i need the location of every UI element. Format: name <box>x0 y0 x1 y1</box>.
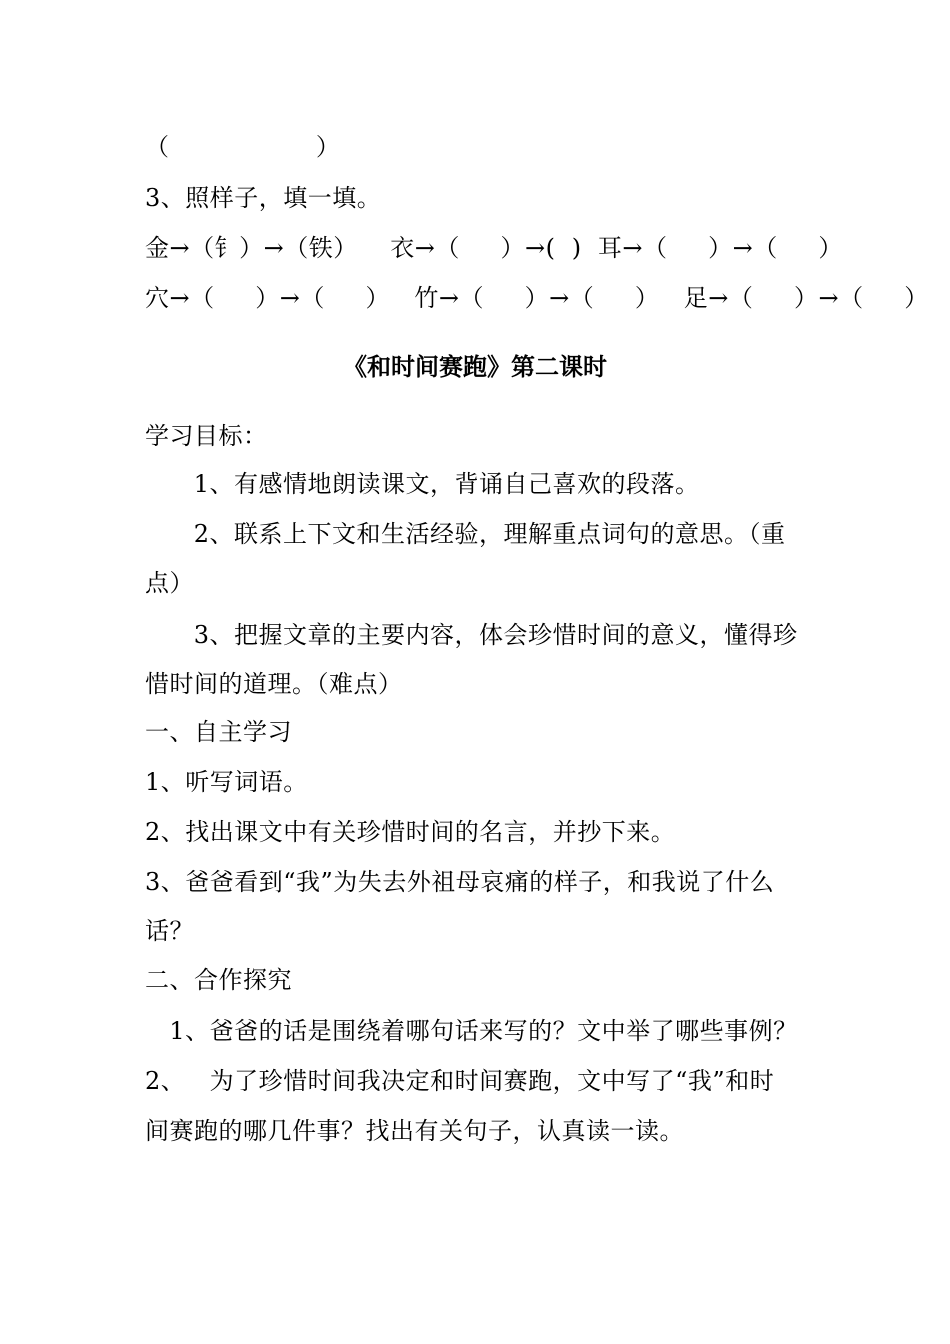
radical-exercise-row-1: 金→（钅）→（铁） 衣→（ ）→( ) 耳→（ ）→（ ） <box>145 234 843 262</box>
section-1-heading: 一、自主学习 <box>145 718 292 746</box>
section-2-heading: 二、合作探究 <box>145 966 292 994</box>
exercise-3-heading: 3、照样子，填一填。 <box>145 184 382 212</box>
learning-goal-2-continued: 点） <box>145 569 194 597</box>
learning-goal-2: 2、联系上下文和生活经验，理解重点词句的意思。（重 <box>145 520 786 548</box>
self-study-item-1: 1、听写词语。 <box>145 768 308 796</box>
answer-blank-parentheses: （ ） <box>145 133 341 161</box>
self-study-item-3: 3、爸爸看到“我”为失去外祖母哀痛的样子，和我说了什么 <box>145 868 775 896</box>
cooperative-item-2: 2、 为了珍惜时间我决定和时间赛跑，文中写了“我”和时 <box>145 1067 775 1095</box>
learning-goal-1: 1、有感情地朗读课文，背诵自己喜欢的段落。 <box>145 470 700 498</box>
self-study-item-3-continued: 话？ <box>145 917 194 945</box>
self-study-item-2: 2、找出课文中有关珍惜时间的名言，并抄下来。 <box>145 818 676 846</box>
cooperative-item-2-continued: 间赛跑的哪几件事？找出有关句子，认真读一读。 <box>145 1117 684 1145</box>
learning-goal-3-continued: 惜时间的道理。（难点） <box>145 670 403 698</box>
lesson-title: 《和时间赛跑》第二课时 <box>343 352 607 381</box>
learning-goals-heading: 学习目标： <box>145 422 268 450</box>
radical-exercise-row-2: 穴→（ ）→（ ） 竹→（ ）→（ ） 足→（ ）→（ ） <box>145 284 929 312</box>
cooperative-item-1: 1、爸爸的话是围绕着哪句话来写的？文中举了哪些事例？ <box>145 1017 798 1045</box>
learning-goal-3: 3、把握文章的主要内容，体会珍惜时间的意义，懂得珍 <box>145 621 798 649</box>
